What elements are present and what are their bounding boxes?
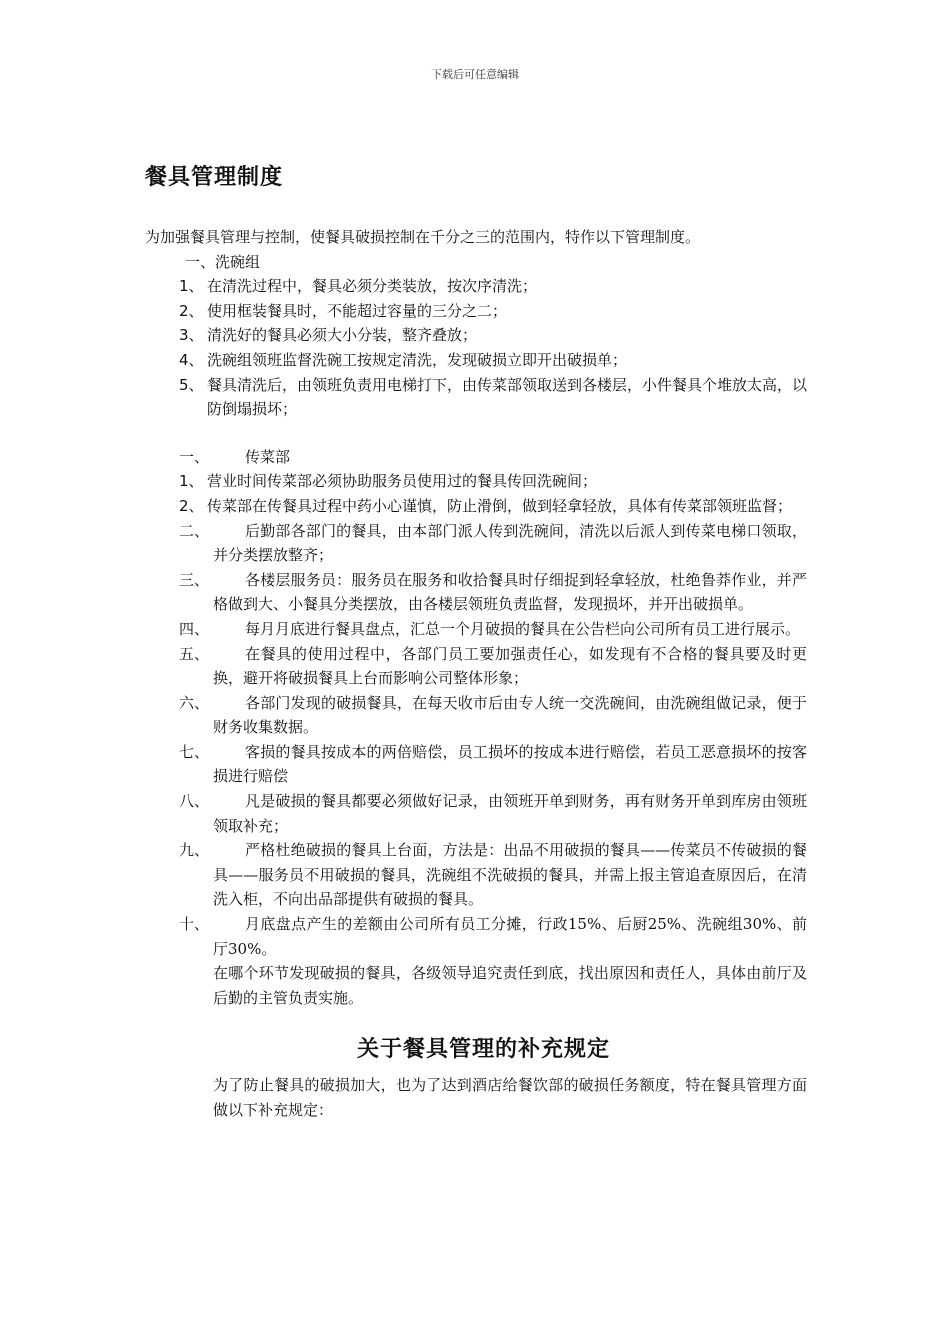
section-item [145, 838, 807, 912]
section-marker: 十、 [179, 915, 210, 934]
list-text: 传菜部在传餐具过程中药小心谨慎，防止滑倒，做到轻拿轻放，具体有传菜部领班监督； [207, 496, 793, 515]
list-item [145, 323, 807, 348]
section-marker: 九、 [179, 841, 210, 860]
list-item [145, 494, 807, 519]
section-text: 月底盘点产生的差额由公司所有员工分摊，行政15%、后厨25%、洗碗组30%、前厅30%。 [213, 915, 807, 958]
section-marker: 五、 [179, 644, 210, 663]
list-item [145, 469, 807, 494]
section-marker: 四、 [179, 619, 210, 638]
section-item [145, 568, 807, 617]
list-marker: 2、 [179, 496, 204, 515]
section-marker: 三、 [179, 570, 210, 589]
list-item [145, 299, 807, 324]
section-item [145, 740, 807, 789]
serving-heading [145, 445, 807, 470]
list-text: 在清洗过程中，餐具必须分类装放，按次序清洗； [207, 277, 538, 296]
serving-list [145, 469, 807, 518]
section-item [145, 642, 807, 691]
section-marker: 七、 [179, 742, 210, 761]
list-marker: 5、 [179, 375, 204, 394]
supplement-title: 关于餐具管理的补充规定 [356, 1037, 610, 1063]
list-marker: 3、 [179, 326, 204, 345]
section-marker: 八、 [179, 792, 210, 811]
list-marker: 2、 [179, 301, 204, 320]
section-item [145, 789, 807, 838]
spacer [145, 422, 807, 445]
document-title: 餐具管理制度 [145, 165, 284, 190]
section-text: 严格杜绝破损的餐具上台面，方法是：出品不用破损的餐具——传菜员不传破损的餐具——服务员不用破损的餐具，洗碗组不洗破损的餐具，并需上报主管追查原因后，在清洗入柜，不向出品部提供有破损的餐具。 [213, 841, 807, 909]
list-marker: 1、 [179, 472, 204, 491]
page-header: 下载后可任意编辑 [431, 68, 519, 81]
section-text: 后勤部各部门的餐具，由本部门派人传到洗碗间，清洗以后派人到传菜电梯口领取，并分类摆放整齐； [213, 521, 807, 565]
closing-paragraph: 在哪个环节发现破损的餐具，各级领导追究责任到底，找出原因和责任人，具体由前厅及后勤的主管负责实施。 [213, 964, 807, 1007]
section-heading: 传菜部 [245, 447, 291, 466]
washing-heading: 一、洗碗组 [185, 252, 261, 271]
section-item [145, 617, 807, 642]
section-text: 凡是破损的餐具都要必须做好记录，由领班开单到财务，再有财务开单到库房由领班领取补充； [213, 792, 807, 835]
list-text: 清洗好的餐具必须大小分装，整齐叠放； [207, 326, 478, 345]
document-body [145, 225, 807, 1122]
sections-list [145, 519, 807, 962]
section-text: 在餐具的使用过程中，各部门员工要加强责任心，如发现有不合格的餐具要及时更换，避开将破损餐具上台而影响公司整体形象； [213, 644, 807, 688]
section-text: 各部门发现的破损餐具，在每天收市后由专人统一交洗碗间，由洗碗组做记录，便于财务收集数据。 [213, 693, 807, 737]
list-marker: 4、 [179, 350, 204, 369]
section-item [145, 912, 807, 961]
list-text: 使用框装餐具时，不能超过容量的三分之二； [207, 301, 508, 320]
section-text: 每月月底进行餐具盘点，汇总一个月破损的餐具在公告栏向公司所有员工进行展示。 [245, 619, 801, 638]
section-text: 各楼层服务员：服务员在服务和收拾餐具时仔细捉到轻拿轻放，杜绝鲁莽作业，并严格做到大、小餐具分类摆放，由各楼层领班负责监督，发现损坏，并开出破损单。 [213, 570, 807, 614]
list-item [145, 373, 807, 422]
list-text: 洗碗组领班监督洗碗工按规定清洗，发现破损立即开出破损单； [207, 350, 628, 369]
washing-list [145, 274, 807, 422]
supplement-intro: 为了防止餐具的破损加大，也为了达到酒店给餐饮部的破损任务额度，特在餐具管理方面做以下补充规定： [213, 1076, 807, 1119]
section-item [145, 519, 807, 568]
section-item [145, 691, 807, 740]
section-marker: 二、 [179, 521, 210, 540]
intro-paragraph: 为加强餐具管理与控制，使餐具破损控制在千分之三的范围内，特作以下管理制度。 [145, 228, 701, 246]
list-item [145, 274, 807, 299]
list-text: 营业时间传菜部必须协助服务员使用过的餐具传回洗碗间； [207, 472, 598, 491]
list-text: 餐具清洗后，由领班负责用电梯打下，由传菜部领取送到各楼层，小件餐具个堆放太高，以防倒塌损坏； [207, 375, 808, 419]
list-marker: 1、 [179, 277, 204, 296]
list-item [145, 348, 807, 373]
section-marker: 一、 [179, 447, 210, 466]
section-text: 客损的餐具按成本的两倍赔偿，员工损坏的按成本进行赔偿，若员工恶意损坏的按客损进行赔偿 [213, 742, 807, 786]
section-marker: 六、 [179, 693, 210, 712]
